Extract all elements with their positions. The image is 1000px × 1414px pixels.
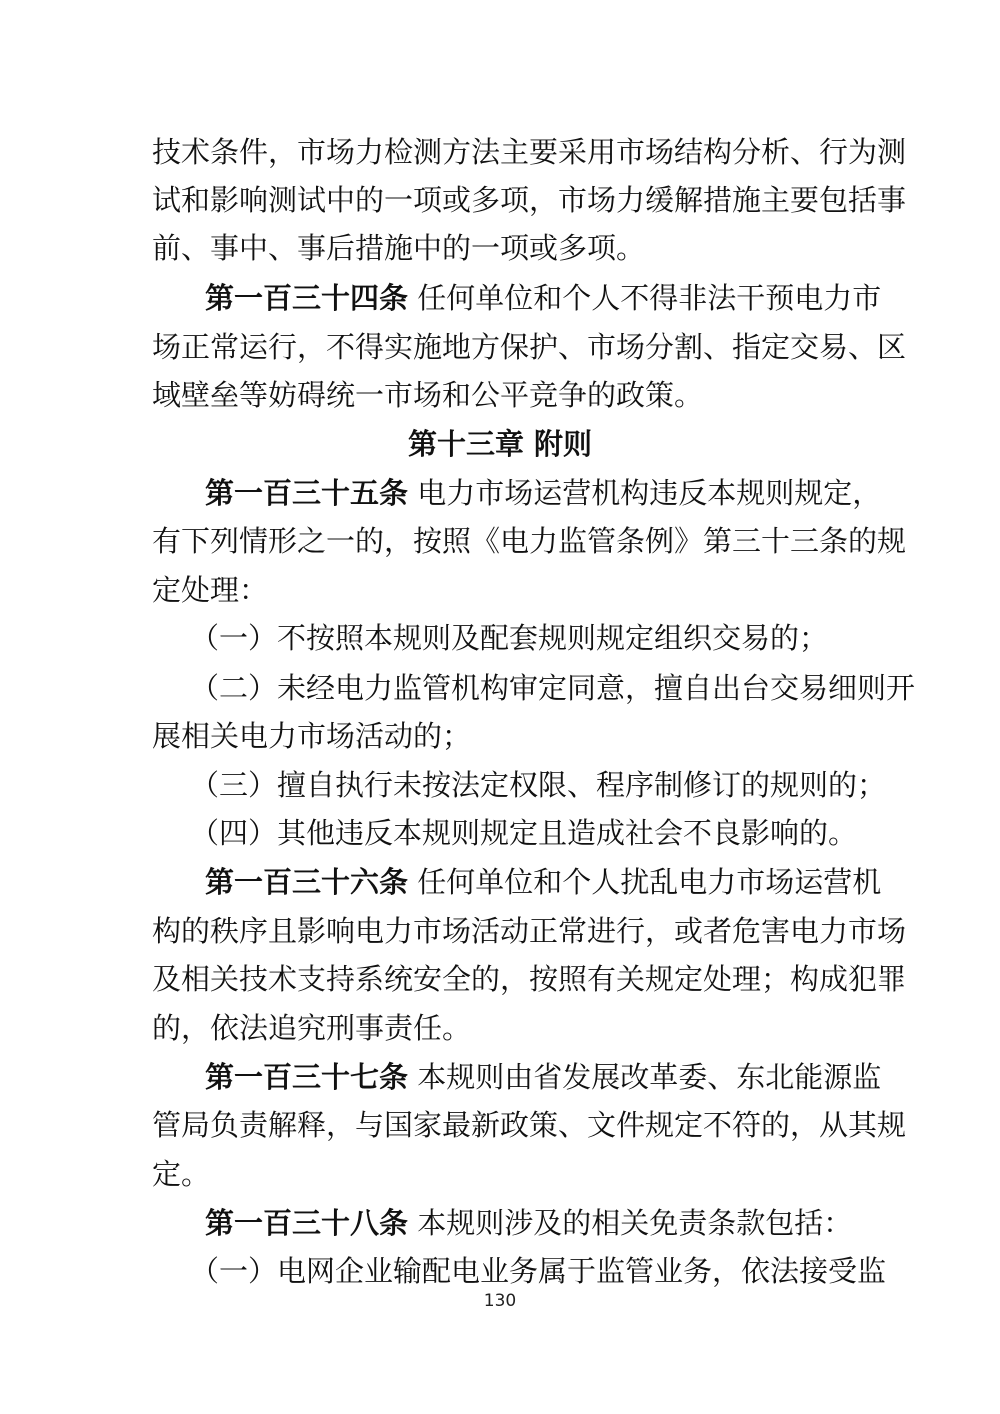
paragraph-line: 场正常运行，不得实施地方保护、市场分割、指定交易、区	[152, 330, 907, 364]
article-138-text: 本规则涉及的相关免责条款包括：	[417, 1206, 853, 1240]
article-137-title: 第一百三十七条	[205, 1060, 409, 1094]
paragraph-line: 定。	[152, 1157, 211, 1191]
list-item: （一）电网企业输配电业务属于监管业务，依法接受监	[190, 1254, 887, 1288]
article-134-first-line	[205, 278, 882, 318]
article-136-text: 任何单位和个人扰乱电力市场运营机	[417, 865, 882, 899]
paragraph-line: 的，依法追究刑事责任。	[152, 1011, 472, 1045]
article-138-first-line	[205, 1203, 852, 1243]
list-item: （一）不按照本规则及配套规则规定组织交易的；	[190, 621, 829, 655]
paragraph-line: 构的秩序且影响电力市场活动正常进行，或者危害电力市场	[152, 914, 907, 948]
paragraph-line: 有下列情形之一的，按照《电力监管条例》第三十三条的规	[152, 524, 907, 558]
paragraph-line: 管局负责解释，与国家最新政策、文件规定不符的，从其规	[152, 1108, 907, 1142]
paragraph-line: 展相关电力市场活动的；	[152, 719, 472, 753]
paragraph-line: 技术条件，市场力检测方法主要采用市场结构分析、行为测	[152, 135, 907, 169]
article-138-title: 第一百三十八条	[205, 1206, 409, 1240]
article-134-text: 任何单位和个人不得非法干预电力市	[417, 281, 882, 315]
paragraph-line: 域壁垒等妨碍统一市场和公平竞争的政策。	[152, 378, 704, 412]
chapter-heading: 第十三章 附则	[407, 427, 593, 461]
article-134-title: 第一百三十四条	[205, 281, 409, 315]
article-136-title: 第一百三十六条	[205, 865, 409, 899]
paragraph-line: 及相关技术支持系统安全的，按照有关规定处理；构成犯罪	[152, 962, 907, 996]
paragraph-line: 定处理：	[152, 573, 269, 607]
article-137-first-line	[205, 1057, 882, 1097]
page-number: 130	[483, 1291, 517, 1311]
article-137-text: 本规则由省发展改革委、东北能源监	[417, 1060, 882, 1094]
article-135-text: 电力市场运营机构违反本规则规定，	[417, 476, 882, 510]
article-136-first-line	[205, 862, 882, 902]
article-135-first-line	[205, 473, 882, 513]
paragraph-line: 试和影响测试中的一项或多项，市场力缓解措施主要包括事	[152, 183, 907, 217]
list-item: （二）未经电力监管机构审定同意，擅自出台交易细则开	[190, 671, 916, 705]
paragraph-line: 前、事中、事后措施中的一项或多项。	[152, 231, 646, 265]
list-item: （三）擅自执行未按法定权限、程序制修订的规则的；	[190, 768, 887, 802]
list-item: （四）其他违反本规则规定且造成社会不良影响的。	[190, 816, 858, 850]
article-135-title: 第一百三十五条	[205, 476, 409, 510]
